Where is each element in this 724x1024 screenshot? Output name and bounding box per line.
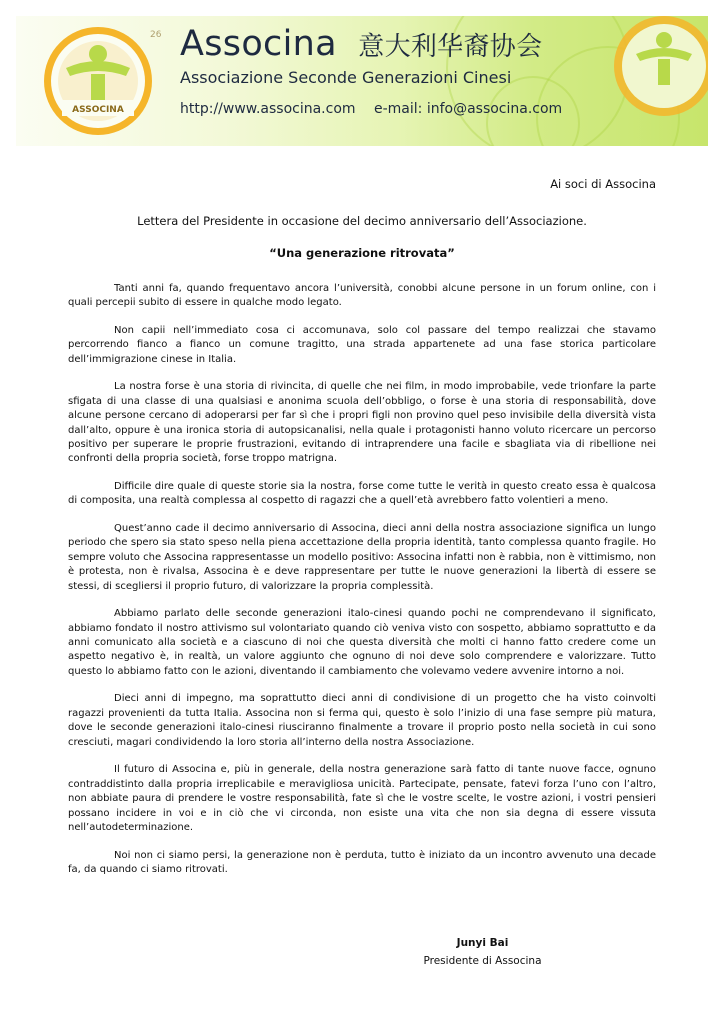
website-link[interactable]: http://www.associna.com	[180, 101, 356, 117]
letter-heading: Lettera del Presidente in occasione del decimo anniversario dell’Associazione.	[137, 214, 587, 228]
paragraph: Difficile dire quale di queste storie sia la nostra, forse come tutte le verità in questo creato essa è qualcosa di composita, una realtà complessa al cospetto di ragazzi che a quell’età avrebbero fatto volentieri a meno.	[68, 481, 656, 507]
email-link[interactable]: e-mail: info@associna.com	[373, 101, 563, 117]
signature-name: Junyi Bai	[456, 937, 509, 949]
paragraph: Quest’anno cade il decimo anniversario di Associna, dieci anni della nostra associazione significa un lungo periodo che spero sia stato speso nella piena accettazione della propria identità, tanto complessa quanto fragile. Ho sempre voluto che Associna rappresentasse un modello positivo: Associna infatti non è rabbia, non è vittimismo, non è protesta, non è rivalsa, Associna è e deve rappresentare per tutte le nuove generazioni la libertà di essere se stessi, di scegliersi il proprio futuro, di valorizzare la propria complessità.	[68, 523, 656, 592]
organization-name: Associna	[180, 24, 337, 64]
paragraph: Tanti anni fa, quando frequentavo ancora l’università, conobbi alcune persone in un forum online, con i quali percepii subito di essere in qualche modo legato.	[68, 283, 656, 309]
logo-wordmark: ASSOCINA	[72, 105, 124, 115]
letter-title: “Una generazione ritrovata”	[269, 246, 455, 260]
organization-subtitle: Associazione Seconde Generazioni Cinesi	[180, 68, 512, 87]
signature-role: Presidente di Associna	[423, 955, 542, 967]
paragraph: La nostra forse è una storia di rivincita, di quelle che nei film, in modo improbabile, vede trionfare la parte sfigata di una classe di una qualsiasi e anonima scuola dell’obbligo, o forse è una storia di responsabilità, dove alcune persone cercano di adoperarsi per far sì che i propri figli non provino quel peso invisibile della diversità vista dall’alto, oppure è una ironica storia di autopsicanalisi, nella quale i protagonisti hanno voluto ricercare un percorso positivo per superare le proprie frustrazioni, evitando di intraprendere una facile e sbagliata via di ribellione nei confronti della propria società, forse troppo matrigna.	[68, 381, 656, 465]
paragraph: Il futuro di Associna e, più in generale, della nostra generazione sarà fatto di tante nuove facce, ognuno contraddistinto dalla propria irreplicabile e meravigliosa unicità. Partecipate, pensate, fatevi forza l’uno con l’altro, non abbiate paura di prendere le vostre responsabilità, fate sì che le vostre scelte, le vostre azioni, i vostri pensieri possano incidere in voi e in ciò che vi circonda, non esiste una vita che non sia degna di essere vissuta nell’autodeterminazione.	[68, 764, 656, 833]
associna-logo	[38, 24, 158, 138]
paragraph: Noi non ci siamo persi, la generazione non è perduta, tutto è iniziato da un incontro avvenuto una decade fa, da quando ci siamo ritrovati.	[68, 849, 656, 875]
badge-26: 26	[150, 30, 162, 40]
organization-name-chinese: 意大利华裔协会	[358, 32, 543, 62]
letterhead-banner	[16, 16, 708, 146]
paragraph: Non capii nell’immediato cosa ci accomunava, solo col passare del tempo realizzai che stavamo percorrendo fianco a fianco un comune tragitto, una strada appartenete ad una fase storica particolare dell’immigrazione cinese in Italia.	[68, 325, 656, 365]
associna-logo-watermark	[602, 16, 708, 120]
paragraph: Abbiamo parlato delle seconde generazioni italo-cinesi quando pochi ne comprendevano il significato, abbiamo fondato il nostro attivismo sul volontariato quando ciò veniva visto con sospetto, abbiamo soprattutto e da anni comunicato alla società e a ciascuno di noi che questa diversità che molti ci hanno fatto credere come un aspetto negativo è, in realtà, un valore aggiunto che ognuno di noi deve solo comprendere e valorizzare. Tutto questo lo abbiamo fatto con le azioni, diventando il cambiamento che volevamo vedere avvenire intorno a noi.	[68, 608, 656, 677]
paragraph: Dieci anni di impegno, ma soprattutto dieci anni di condivisione di un progetto che ha visto coinvolti ragazzi provenienti da tutta Italia. Associna non si ferma qui, questo è solo l’inizio di una fase sempre più matura, dove le seconde generazioni italo-cinesi riusciranno finalmente a trovare il proprio posto nella società in cui sono cresciuti, magari condividendo la loro storia all’interno della nostra Associazione.	[68, 693, 656, 748]
contact-line	[180, 101, 576, 117]
organization-title	[180, 24, 542, 64]
letter-body	[68, 282, 656, 891]
salutation: Ai soci di Associna	[550, 177, 656, 191]
